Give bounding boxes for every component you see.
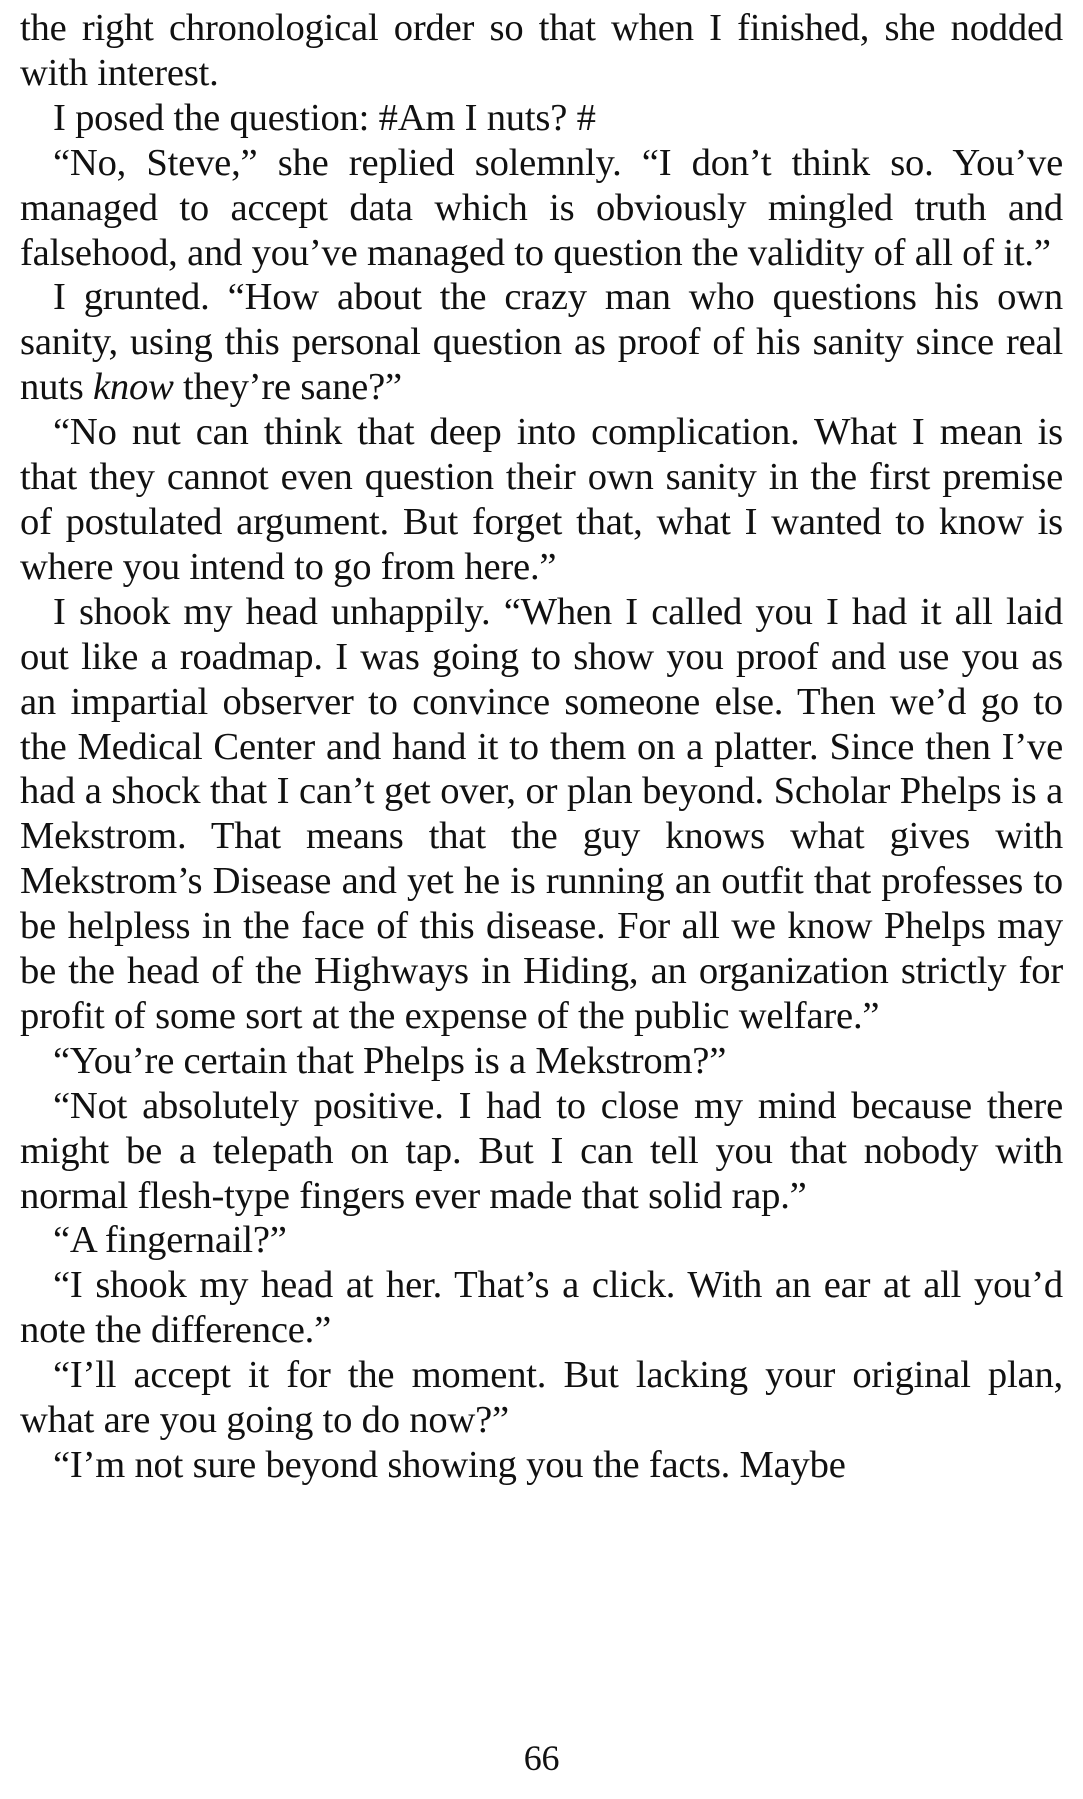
paragraph-text: “Not absolutely positive. I had to close my mind because there might be a telepath on tap. But I can tell you that nobody with normal flesh-type fingers ever made that solid rap.” [20, 1084, 1063, 1217]
paragraph-text: the right chronological order so that when I finished, she nodded with interest. [20, 7, 1063, 94]
paragraph [20, 275, 1063, 410]
paragraph-text: “I shook my head at her. That’s a click. With an ear at all you’d note the difference.” [20, 1264, 1063, 1352]
paragraph-text: “No, Steve,” she replied solemnly. “I don’t think so. You’ve managed to accept data which is obviously mingled truth and falsehood, and you’ve managed to question the validity of all of it.” [20, 141, 1063, 274]
paragraph-text: “You’re certain that Phelps is a Mekstrom?” [53, 1039, 727, 1082]
paragraph [20, 1443, 1063, 1488]
paragraph-text: I grunted. “How about the crazy man who questions his own sanity, using this personal question as proof of his sanity since real nuts [20, 276, 1063, 409]
paragraph-text: I shook my head unhappily. “When I called you I had it all laid out like a roadmap. I was going to show you proof and use you as an impartial observer to convince someone else. Then we’d go to the Medical Center and hand it to them on a platter. Since then I’ve had a shock that I can’t get over, or plan beyond. Scholar Phelps is a Mekstrom. That means that the guy knows what gives with Mekstrom’s Disease and yet he is running an outfit that professes to be helpless in the face of this disease. For all we know Phelps may be the head of the Highways in Hiding, an organization strictly for profit of some sort at the expense of the public welfare.” [20, 590, 1063, 1037]
page-number: 66 [523, 1738, 560, 1778]
paragraph-text: “A fingernail?” [53, 1219, 287, 1262]
paragraph [20, 1218, 1063, 1263]
paragraph-text: “No nut can think that deep into complication. What I mean is that they cannot even question their own sanity in the first premise of postulated argument. But forget that, what I wanted to know is where you intend to go from here.” [20, 411, 1063, 588]
paragraph-text: “I’m not sure beyond showing you the facts. Maybe [53, 1444, 846, 1486]
paragraph [20, 1084, 1063, 1219]
paragraph [20, 141, 1063, 276]
paragraph [20, 590, 1063, 1039]
paragraph [20, 1263, 1063, 1353]
paragraph [20, 1039, 1063, 1084]
book-page [20, 0, 1063, 1799]
paragraph-text: they’re sane?” [173, 366, 402, 409]
paragraph [20, 96, 1063, 141]
paragraph [20, 6, 1063, 96]
paragraph [20, 1353, 1063, 1443]
paragraph [20, 410, 1063, 590]
page-body-text [20, 6, 1063, 1488]
italic-text: know [92, 366, 174, 409]
paragraph-text: I posed the question: #Am I nuts? # [53, 96, 596, 139]
paragraph-text: “I’ll accept it for the moment. But lacking your original plan, what are you going to do now?” [20, 1354, 1063, 1442]
